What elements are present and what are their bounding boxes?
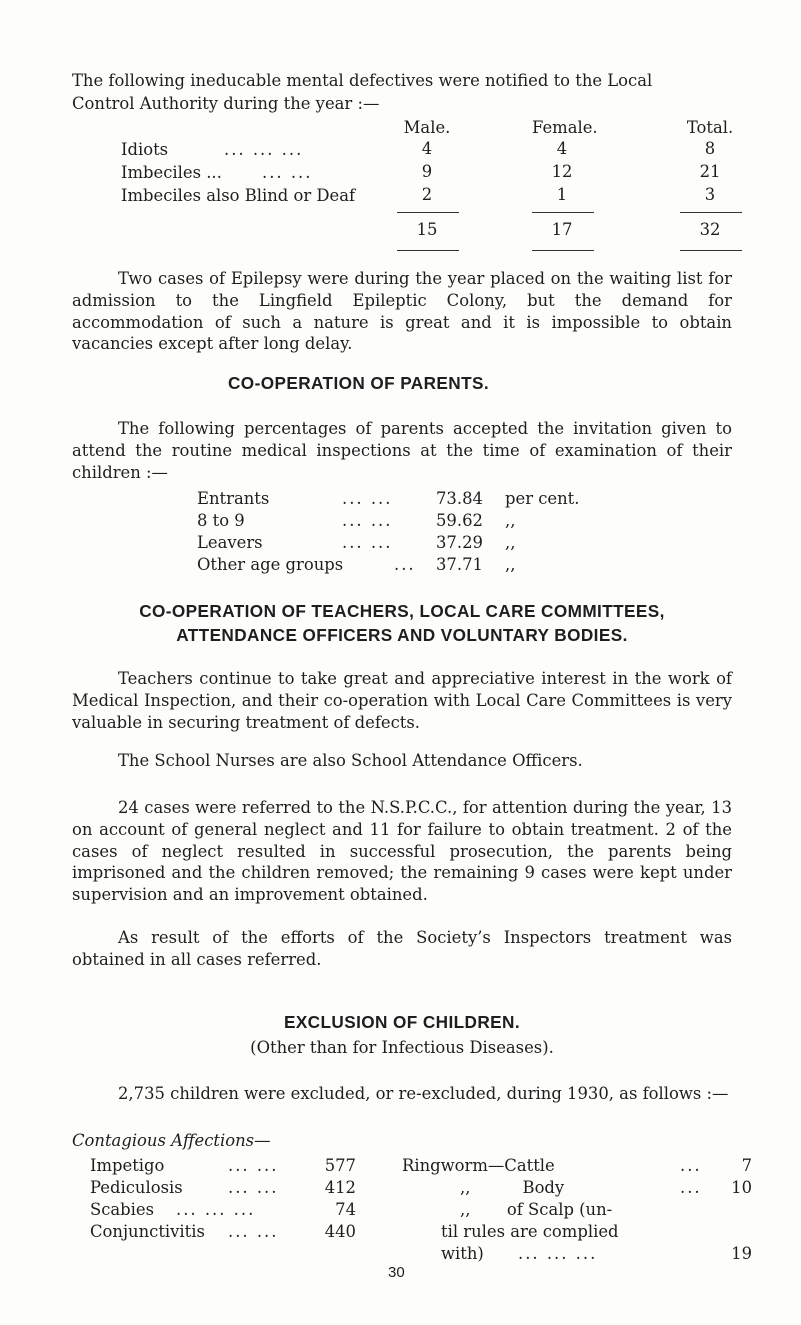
row-female: 1 [556, 185, 568, 204]
row-female: 4 [556, 139, 568, 158]
item-value: 73.84 [436, 489, 483, 508]
item-value: 37.71 [436, 555, 483, 574]
total-female: 17 [551, 220, 573, 239]
item-label: Leavers [197, 533, 263, 552]
teachers-paragraph-4: As result of the efforts of the Society’s Inspectors treatment was obtained in all cases referred. [72, 928, 732, 969]
item-label: ,, of Scalp (un- [460, 1200, 613, 1219]
total-rule [397, 250, 459, 251]
item-label: Ringworm—Cattle [402, 1156, 555, 1175]
item-value: 37.29 [436, 533, 483, 552]
item-dots: ... ... ... [176, 1200, 256, 1219]
item-value: 412 [324, 1178, 356, 1197]
col-header-total: Total. [686, 118, 734, 137]
row-total: 21 [699, 162, 721, 181]
contagious-affections-label: Contagious Affections— [72, 1131, 271, 1150]
item-label: Scabies [90, 1200, 155, 1219]
page-number: 30 [388, 1264, 405, 1281]
total-rule [680, 250, 742, 251]
item-value: 19 [731, 1244, 752, 1263]
teachers-paragraph-1: Teachers continue to take great and appreciative interest in the work of Medical Inspection, and their co-operation with Local Care Committees is very valuable in securing treatment of defects. [72, 669, 732, 732]
item-dots: ... ... [342, 489, 393, 508]
row-male: 9 [421, 162, 433, 181]
row-label: Imbeciles ... [121, 163, 222, 182]
item-unit: per cent. [505, 489, 580, 508]
total-rule [397, 212, 459, 213]
item-dots: ... [680, 1156, 702, 1175]
row-label: Idiots [121, 140, 169, 159]
row-dots: ... ... ... [224, 140, 304, 159]
exclusion-heading: EXCLUSION OF CHILDREN. [283, 1012, 521, 1032]
item-label: Conjunctivitis [90, 1222, 205, 1241]
item-dots: ... ... ... [518, 1244, 598, 1263]
teachers-paragraph-2: The School Nurses are also School Attendance Officers. [118, 751, 583, 770]
item-label: til rules are complied [441, 1222, 619, 1241]
item-label: ,, Body [460, 1178, 565, 1197]
item-dots: ... ... [228, 1222, 279, 1241]
item-label: 8 to 9 [197, 511, 245, 530]
teachers-heading-line-1: CO-OPERATION OF TEACHERS, LOCAL CARE COMMITTEES, [139, 601, 665, 621]
item-unit: ,, [505, 511, 516, 530]
item-label: Pediculosis [90, 1178, 183, 1197]
item-dots: ... ... [342, 533, 393, 552]
exclusion-paragraph: 2,735 children were excluded, or re-excluded, during 1930, as follows :— [118, 1084, 729, 1103]
exclusion-subheading: (Other than for Infectious Diseases). [250, 1038, 554, 1057]
row-label: Imbeciles also Blind or Deaf [121, 186, 356, 205]
item-label: with) [441, 1244, 484, 1263]
row-male: 2 [421, 185, 433, 204]
total-rule [532, 212, 594, 213]
epilepsy-paragraph: Two cases of Epilepsy were during the year placed on the waiting list for admission to the Lingfield Epileptic Colony, but the demand for accommodation of such a nature is great and it is impossible to obtain vacancies except after long delay. [72, 269, 732, 354]
item-value: 10 [731, 1178, 752, 1197]
total-male: 15 [416, 220, 438, 239]
row-female: 12 [551, 162, 573, 181]
parents-paragraph: The following percentages of parents accepted the invitation given to attend the routine medical inspections at the time of examination of their children :— [72, 419, 732, 482]
intro-line-2: Control Authority during the year :— [72, 94, 380, 113]
row-male: 4 [421, 139, 433, 158]
item-value: 440 [324, 1222, 356, 1241]
row-total: 3 [704, 185, 716, 204]
item-value: 7 [741, 1156, 752, 1175]
item-dots: ... ... [228, 1178, 279, 1197]
teachers-paragraph-3: 24 cases were referred to the N.S.P.C.C., for attention during the year, 13 on account of general neglect and 11 for failure to obtain treatment. 2 of the cases of neglect resulted in successful prosecution, the parents being imprisoned and the children removed; the remaining 9 cases were kept under supervision and an improvement obtained. [72, 798, 732, 905]
item-value: 59.62 [436, 511, 483, 530]
total-rule [680, 212, 742, 213]
item-label: Impetigo [90, 1156, 165, 1175]
item-value: 74 [335, 1200, 356, 1219]
col-header-male: Male. [403, 118, 451, 137]
item-value: 577 [324, 1156, 356, 1175]
row-dots: ... ... [262, 163, 313, 182]
col-header-female: Female. [532, 118, 598, 137]
teachers-heading-line-2: ATTENDANCE OFFICERS AND VOLUNTARY BODIES. [176, 625, 628, 645]
total-total: 32 [699, 220, 721, 239]
item-label: Entrants [197, 489, 270, 508]
item-dots: ... ... [228, 1156, 279, 1175]
parents-heading: CO-OPERATION OF PARENTS. [228, 373, 490, 393]
intro-line-1: The following ineducable mental defectives were notified to the Local [72, 71, 653, 90]
item-unit: ,, [505, 533, 516, 552]
row-total: 8 [704, 139, 716, 158]
item-dots: ... [394, 555, 416, 574]
item-dots: ... ... [342, 511, 393, 530]
item-label: Other age groups [197, 555, 344, 574]
item-unit: ,, [505, 555, 516, 574]
total-rule [532, 250, 594, 251]
item-dots: ... [680, 1178, 702, 1197]
